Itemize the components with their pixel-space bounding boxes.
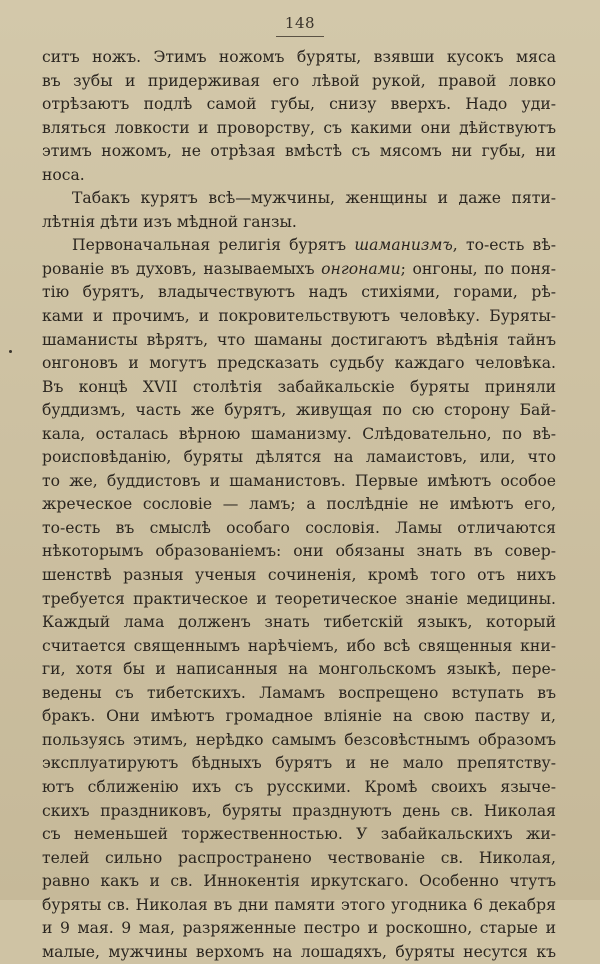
text-line: то-есть въ смыслѣ особаго сословія. Ламы отличаются — [42, 518, 556, 537]
text-line: бракъ. Они имѣютъ громадное вліяніе на свою паству и, — [42, 707, 556, 726]
text-line: буряты св. Николая въ дни памяти этого угодника 6 декабря — [42, 895, 556, 914]
text-line: эксплуатируютъ бѣдныхъ бурятъ и не мало препятству- — [42, 754, 556, 773]
text-line: отрѣзаютъ подлѣ самой губы, снизу вверхъ. Надо уди- — [42, 95, 556, 114]
text-line: жреческое сословіе — ламъ; а послѣдніе не имѣютъ его, — [42, 495, 556, 514]
text-line: малые, мужчины верхомъ на лошадяхъ, буряты несутся къ — [42, 942, 556, 961]
page-number: 148 — [284, 14, 316, 32]
text-line: и 9 мая. 9 мая, разряженные пестро и роскошно, старые и — [42, 919, 556, 938]
text-line: онгоновъ и могутъ предсказать судьбу каждаго человѣка. — [42, 354, 556, 373]
text-line: пользуясь этимъ, нерѣдко самымъ безсовѣстнымъ образомъ — [42, 730, 556, 749]
text-line: тію бурятъ, владычествуютъ надъ стихіями, горами, рѣ- — [42, 283, 556, 302]
text-line: Въ концѣ XVII столѣтія забайкальскіе буряты приняли — [42, 377, 556, 396]
text-line: Табакъ курятъ всѣ—мужчины, женщины и даже пяти- — [72, 189, 556, 208]
text-line: въ зубы и придерживая его лѣвой рукой, правой ловко — [42, 71, 556, 90]
body-text — [42, 46, 556, 964]
text-line: требуется практическое и теоретическое знаніе медицины. — [42, 589, 556, 608]
text-line: съ неменьшей торжественностью. У забайкальскихъ жи- — [42, 825, 556, 844]
text-line: роисповѣданію, буряты дѣлятся на ламаистовъ, или, что — [42, 448, 556, 467]
text-line: этимъ ножомъ, не отрѣзая вмѣстѣ съ мясомъ ни губы, ни — [42, 142, 556, 161]
text-line: телей сильно распространено чествованіе св. Николая, — [42, 848, 556, 867]
text-line: то же, буддистовъ и шаманистовъ. Первые имѣютъ особое — [42, 471, 556, 490]
text-line: ютъ сближенію ихъ съ русскими. Кромѣ своихъ языче- — [42, 777, 556, 796]
text-line: буддизмъ, часть же бурятъ, живущая по сю сторону Бай- — [42, 401, 556, 420]
text-line: шаманисты вѣрятъ, что шаманы достигаютъ вѣдѣнія тайнъ — [42, 330, 556, 349]
italic-term: шаманизмъ — [354, 236, 453, 255]
text-line: ками и прочимъ, и покровительствуютъ человѣку. Буряты- — [42, 307, 556, 326]
italic-term: онгонами — [321, 259, 401, 278]
text-line: ведены съ тибетскихъ. Ламамъ воспрещено вступать въ — [42, 683, 556, 702]
page-number-rule — [276, 36, 324, 37]
text-line: ги, хотя бы и написанныя на монгольскомъ языкѣ, пере- — [42, 660, 556, 679]
text-line: носа. — [42, 165, 85, 184]
text-line: считается священнымъ нарѣчіемъ, ибо всѣ священныя кни- — [42, 636, 556, 655]
text-line: Первоначальная религія бурятъ шаманизмъ, то-есть вѣ- — [72, 236, 556, 255]
text-line: равно какъ и св. Иннокентія иркутскаго. Особенно чтутъ — [42, 872, 556, 891]
text-line: Каждый лама долженъ знать тибетскій языкъ, который — [42, 613, 556, 632]
text-line: рованіе въ духовъ, называемыхъ онгонами; онгоны, по поня- — [42, 259, 556, 278]
text-line: шенствѣ разныя ученыя сочиненія, кромѣ того отъ нихъ — [42, 566, 556, 585]
margin-mark — [9, 350, 12, 353]
text-line: кала, осталась вѣрною шаманизму. Слѣдовательно, по вѣ- — [42, 424, 556, 443]
text-line: лѣтнія дѣти изъ мѣдной ганзы. — [42, 212, 297, 231]
text-line: скихъ праздниковъ, буряты празднуютъ день св. Николая — [42, 801, 556, 820]
text-line: нѣкоторымъ образованіемъ: они обязаны знать въ совер- — [42, 542, 556, 561]
text-line: вляться ловкости и проворству, съ какими они дѣйствуютъ — [42, 118, 556, 137]
text-line: ситъ ножъ. Этимъ ножомъ буряты, взявши кусокъ мяса — [42, 48, 556, 66]
